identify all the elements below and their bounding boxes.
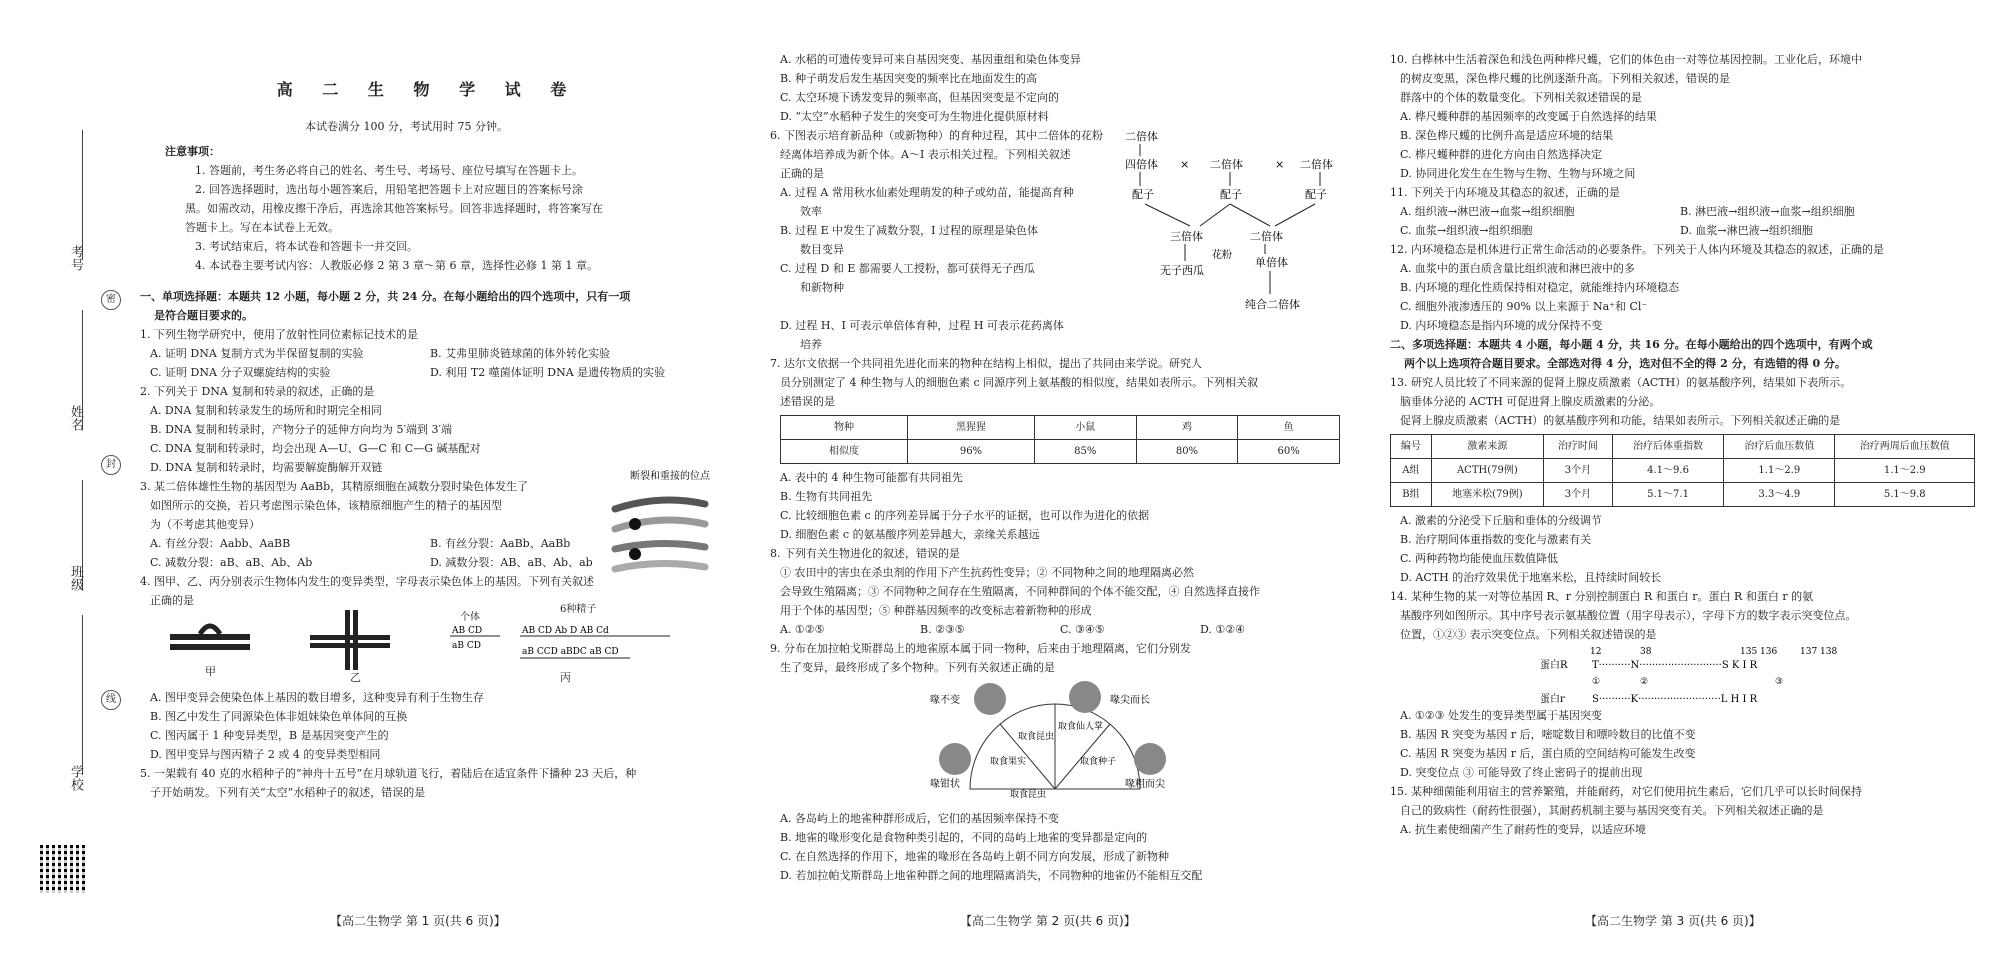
question-11: 11. 下列关于内环境及其稳态的叙述，正确的是 bbox=[1390, 186, 1620, 199]
table-cell: 80% bbox=[1136, 440, 1238, 464]
table-cell: A组 bbox=[1391, 459, 1432, 483]
table-cell: 3.3～4.9 bbox=[1724, 483, 1835, 507]
svg-text:配子: 配子 bbox=[1220, 188, 1242, 201]
option: B. 深色桦尺蠖的比例升高是适应环境的结果 bbox=[1400, 129, 1614, 142]
note-line: 黑。如需改动，用橡皮擦干净后，再选涂其他答案标号。回答非选择题时，将答案写在 bbox=[185, 202, 603, 215]
table-cell: 3个月 bbox=[1543, 483, 1612, 507]
svg-text:四倍体: 四倍体 bbox=[1125, 158, 1158, 171]
table-cell: 1.1～2.9 bbox=[1724, 459, 1835, 483]
divider bbox=[82, 615, 83, 775]
question-7: 7. 达尔文依据一个共同祖先进化而来的物种在结构上相似，提出了共同由来学说。研究人 bbox=[770, 357, 1202, 370]
option: D. 突变位点 ③ 可能导致了终止密码子的提前出现 bbox=[1400, 766, 1643, 779]
class-label: 班级 bbox=[68, 565, 83, 591]
variation-figures bbox=[140, 604, 715, 688]
table-header: 治疗后体重指数 bbox=[1612, 435, 1723, 459]
option: A. 图甲变异会使染色体上基因的数目增多，这种变异有利于生物生存 bbox=[150, 691, 484, 704]
figure-jia bbox=[170, 620, 250, 660]
svg-text:喙粗而尖: 喙粗而尖 bbox=[1125, 779, 1165, 790]
svg-text:取食仙人掌: 取食仙人掌 bbox=[1058, 722, 1104, 732]
note-line: 3. 考试结束后，将本试卷和答题卡一并交回。 bbox=[195, 240, 418, 253]
option: B. 基因 R 突变为基因 r 后，嘧啶数目和嘌呤数目的比值不变 bbox=[1400, 728, 1696, 741]
table-cell: 1.1～2.9 bbox=[1835, 459, 1975, 483]
svg-text:取食昆虫: 取食昆虫 bbox=[1018, 732, 1055, 742]
page-1: 高 二 生 物 学 试 卷 本试卷满分 100 分，考试用时 75 分钟。 注意事项： 1. 答题前，考生务必将自己的姓名、考生号、考场号、座位号填写在答题卡上。 2. 回答选择题时，选出每小题答案后，用铅笔把答题卡上对应题目的答案标号涂 黑。如需改动，用橡皮擦干净后，再选涂其他答案标号。回答非选择题时，将答案写在 答题卡上。写在本试卷上无效。 3. 考试结束后，将本试卷和答题卡一并交回。 4. 本试卷主要考试内容：人教版必修 2 第 3 章～第 6 章，选择性必修 1 第 1 章。 一、单项选择题：本题共 12 小题，每小题 2 分，共 24 分。在每小题给出的四个选项中，只有一项 是符合题目要求的。 1. 下列生物学研究中，使用了放射性同位素标记技术的是 A. 证明 DNA 复制方式为半保留复制的实验 B. 艾弗里肺炎链球菌的体外转化实验 C. 证明 DNA 分子双螺旋结构的实验 D. 利用 T2 噬菌体证明 DNA 是遗传物质的实验 2. 下列关于 DNA 复制和转录的叙述，正确的是 A. DNA 复制和转录发生的场所和时期完全相同 B. DNA 复制和转录时，产物分子的延伸方向均为 5′端到 3′端 C. DNA 复制和转录时，均会出现 A—U、G—C 和 C—G 碱基配对 D. DNA 复制和转录时，均需要解旋酶解开双链 3. 某二倍体雄性生物的基因型为 AaBb，其精原细胞在减数分裂时染色体发生了 如图所示的交换，若只考虑图示染色体，该精原细胞产生的精子的基因型 为（不考虑其他变异） 断裂和重接的位点 A. 有丝分裂：Aabb、AaBB B. 有丝分裂：AaBb、AaBb C. 减数分裂：aB、aB、Ab、Ab D. 减数分裂：AB、aB、Ab、ab 4. 图甲、乙、丙分别表示生物体内发生的变异类型，字母表示染色体上的基因。下列有关叙述 正确的是 甲 乙 个体 6种精子 AB CD aB CD AB CD Ab D AB Cd aB CCD aBDC aB CD 丙 A. 图甲变异会使染色体上基因的数目增多，这种变异有利于生物生存 B. 图乙中发生了同源染色体非姐妹染色单体间的互换 C. 图丙属于 1 种变异类型，B 是基因突变产生的 D. 图甲变异与图丙精子 2 或 4 的变异类型相同 5. 一架载有 40 克的水稻种子的“神舟十五号”在月球轨道飞行，着陆后在适宜条件下播种 23 天后，种 子开始萌发。下列有关“太空”水稻种子的叙述，错误的是 bbox=[140, 50, 715, 802]
similarity-table bbox=[780, 415, 1340, 464]
section-heading: 一、单项选择题：本题共 12 小题，每小题 2 分，共 24 分。在每小题给出的四个选项中，只有一项 bbox=[140, 290, 631, 303]
svg-text:×: × bbox=[1275, 158, 1285, 171]
question-8: 8. 下列有关生物进化的叙述，错误的是 bbox=[770, 547, 960, 560]
page-2: A. 水稻的可遗传变异可来自基因突变、基因重组和染色体变异 B. 种子萌发后发生基因突变的频率比在地面发生的高 C. 太空环境下诱发变异的频率高，但基因突变是不定向的 D. “太空”水稻种子发生的突变可为生物进化提供原材料 6. 下图表示培育新品种（或新物种）的育种过程，其中二倍体的花粉 经离体培养成为新个体。A～I 表示相关过程。下列相关叙述 正确的是 A. 过程 A 常用秋水仙素处理萌发的种子或幼苗，能提高育种 效率 B. 过程 E 中发生了减数分裂，I 过程的原理是染色体 数目变异 C. 过程 D 和 E 都需要人工授粉，都可获得无子西瓜 和新物种 二倍体 四倍体 配子 二倍体 配子 二倍体 配子 × × 三倍体 二倍体 无子西瓜 花粉 单倍体 纯合二倍体 D. 过程 H、I 可表示单倍体育种，过程 H 可表示花药离体 培养 7. 达尔文依据一个共同祖先进化而来的物种在结构上相似，提出了共同由来学说。研究人 员分别测定了 4 种生物与人的细胞色素 c 同源序列上氨基酸的相似度，结果如表所示。下列相关叙 述错误的是 物种 黑猩猩 小鼠 鸡 鱼 相似度 96% 85% 80% 60% A. 表中的 4 种生物可能都有共同祖先 B. 生物有共同祖先 C. 比较细胞色素 c 的序列差异属于分子水平的证据，也可以作为进化的依据 D. 细胞色素 c 的氨基酸序列差异越大，亲缘关系越远 8. 下列有关生物进化的叙述，错误的是 ① 农田中的害虫在杀虫剂的作用下产生抗药性变异；② 不同物种之间的地理隔离必然 会导致生殖隔离；③ 不同物种之间存在生殖隔离，不同种群间的个体不能交配，④ 自然选择直接作 用于个体的基因型；⑤ 种群基因频率的改变标志着新物种的形成 A. ①②⑤ B. ②③⑤ C. ③④⑤ D. ①②④ 9. 分布在加拉帕戈斯群岛上的地雀原本属于同一物种，后来由于地理隔离，它们分别发 生了变异，最终形成了多个物种。下列有关叙述正确的是 喙不变 喙尖而长 喙钳状 喙粗而尖 取食昆虫 取食仙人掌 取食果实 取食种子 取食昆虫 A. 各岛屿上的地雀种群形成后，它们的基因频率保持不变 B. 地雀的喙形变化是食物种类引起的，不同的岛屿上地雀的变异都是定向的 C. 在自然选择的作用下，地雀的喙形在各岛屿上朝不同方向发展，形成了新物种 D. 若加拉帕戈斯群岛上地雀种群之间的地理隔离消失，不同物种的地雀仍不能相互交配 bbox=[770, 50, 1350, 885]
intro: 本试卷满分 100 分，考试用时 75 分钟。 bbox=[305, 120, 508, 133]
svg-text:AB CD Ab D AB Cd: AB CD Ab D AB Cd bbox=[522, 626, 609, 636]
option: D. ACTH 的治疗效果优于地塞米松，且持续时间较长 bbox=[1400, 571, 1662, 584]
svg-text:38: 38 bbox=[1640, 647, 1652, 657]
svg-text:花粉: 花粉 bbox=[1212, 250, 1232, 261]
option: B. 过程 E 中发生了减数分裂，I 过程的原理是染色体 bbox=[780, 224, 1038, 237]
svg-text:蛋白R: 蛋白R bbox=[1540, 660, 1568, 671]
option: A. 过程 A 常用秋水仙素处理萌发的种子或幼苗，能提高育种 bbox=[780, 186, 1074, 199]
notes-heading: 注意事项： bbox=[165, 145, 220, 158]
svg-text:135 136: 135 136 bbox=[1740, 647, 1778, 657]
acth-table bbox=[1390, 434, 1975, 507]
option: B. 图乙中发生了同源染色体非姐妹染色单体间的互换 bbox=[150, 710, 408, 723]
svg-text:取食种子: 取食种子 bbox=[1080, 757, 1117, 767]
option: A. 各岛屿上的地雀种群形成后，它们的基因频率保持不变 bbox=[780, 812, 1059, 825]
option: D. ①②④ bbox=[1200, 623, 1246, 636]
svg-text:喙不变: 喙不变 bbox=[930, 695, 960, 706]
binding-strip bbox=[0, 0, 135, 964]
question-1: 1. 下列生物学研究中，使用了放射性同位素标记技术的是 bbox=[140, 328, 418, 341]
svg-text:取食昆虫: 取食昆虫 bbox=[1010, 790, 1047, 799]
svg-text:蛋白r: 蛋白r bbox=[1540, 694, 1565, 705]
breeding-diagram bbox=[1120, 126, 1350, 316]
option: C. 证明 DNA 分子双螺旋结构的实验 bbox=[150, 366, 331, 379]
table-header: 编号 bbox=[1391, 435, 1432, 459]
table-header: 黑猩猩 bbox=[907, 416, 1034, 440]
figure-label: 丙 bbox=[560, 671, 571, 684]
note-line: 1. 答题前，考生务必将自己的姓名、考生号、考场号、座位号填写在答题卡上。 bbox=[195, 164, 583, 177]
option: A. 血浆中的蛋白质含量比组织液和淋巴液中的多 bbox=[1400, 262, 1635, 275]
option: B. 内环境的理化性质保持相对稳定，就能维持内环境稳态 bbox=[1400, 281, 1680, 294]
option: A. 有丝分裂：Aabb、AaBB bbox=[150, 537, 291, 550]
table-header: 激素来源 bbox=[1431, 435, 1543, 459]
svg-text:配子: 配子 bbox=[1305, 188, 1327, 201]
table-cell: 96% bbox=[907, 440, 1034, 464]
option: C. 两种药物均能使血压数值降低 bbox=[1400, 552, 1559, 565]
svg-text:aB CCD aBDC aB CD: aB CCD aBDC aB CD bbox=[522, 647, 619, 657]
divider bbox=[82, 130, 83, 260]
table-cell: B组 bbox=[1391, 483, 1432, 507]
option: B. DNA 复制和转录时，产物分子的延伸方向均为 5′端到 3′端 bbox=[150, 423, 452, 436]
option: C. 桦尺蠖种群的进化方向由自然选择决定 bbox=[1400, 148, 1603, 161]
section-heading: 两个以上选项符合题目要求。全部选对得 4 分，选对但不全的得 2 分，有选错的得 0 分。 bbox=[1404, 357, 1846, 370]
svg-text:T··········N··················: T··········N··························S K I R bbox=[1592, 660, 1758, 671]
name-label: 姓名 bbox=[68, 405, 83, 431]
svg-text:无子西瓜: 无子西瓜 bbox=[1160, 264, 1204, 277]
option: D. 过程 H、I 可表示单倍体育种，过程 H 可表示花药离体 bbox=[780, 319, 1064, 332]
section-heading: 二、多项选择题：本题共 4 小题，每小题 4 分，共 16 分。在每小题给出的四个选项中，有两个或 bbox=[1390, 338, 1873, 351]
table-header: 鱼 bbox=[1238, 416, 1340, 440]
svg-text:12: 12 bbox=[1590, 647, 1602, 657]
table-cell: 4.1～9.6 bbox=[1612, 459, 1723, 483]
section-heading: 是符合题目要求的。 bbox=[154, 309, 253, 322]
option: B. 种子萌发后发生基因突变的频率比在地面发生的高 bbox=[780, 72, 1038, 85]
seal-mark: 线 bbox=[101, 690, 121, 710]
option: B. 生物有共同祖先 bbox=[780, 490, 873, 503]
option: B. 淋巴液→组织液→血浆→组织细胞 bbox=[1680, 205, 1855, 218]
option: C. 过程 D 和 E 都需要人工授粉，都可获得无子西瓜 bbox=[780, 262, 1035, 275]
option: D. 内环境稳态是指内环境的成分保持不变 bbox=[1400, 319, 1603, 332]
option: C. ③④⑤ bbox=[1060, 623, 1105, 636]
school-label: 学校 bbox=[68, 765, 83, 791]
option: A. 激素的分泌受下丘脑和垂体的分级调节 bbox=[1400, 514, 1602, 527]
option: D. DNA 复制和转录时，均需要解旋酶解开双链 bbox=[150, 461, 383, 474]
option: A. ①②⑤ bbox=[780, 623, 825, 636]
question-13: 13. 研究人员比较了不同来源的促肾上腺皮质激素（ACTH）的氨基酸序列，结果如下表所示。 bbox=[1390, 376, 1852, 389]
option: D. 利用 T2 噬菌体证明 DNA 是遗传物质的实验 bbox=[430, 366, 666, 379]
svg-text:二倍体: 二倍体 bbox=[1210, 158, 1243, 171]
figure-label: 乙 bbox=[350, 671, 361, 684]
option: C. DNA 复制和转录时，均会出现 A—U、G—C 和 C—G 碱基配对 bbox=[150, 442, 481, 455]
option: B. 有丝分裂：AaBb、AaBb bbox=[430, 537, 571, 550]
svg-text:单倍体: 单倍体 bbox=[1255, 256, 1288, 269]
option: D. “太空”水稻种子发生的突变可为生物进化提供原材料 bbox=[780, 110, 1049, 123]
option: B. 治疗期间体重指数的变化与激素有关 bbox=[1400, 533, 1592, 546]
svg-text:137 138: 137 138 bbox=[1800, 647, 1838, 657]
svg-text:aB CD: aB CD bbox=[452, 641, 481, 651]
option: A. 证明 DNA 复制方式为半保留复制的实验 bbox=[150, 347, 364, 360]
question-2: 2. 下列关于 DNA 复制和转录的叙述，正确的是 bbox=[140, 385, 375, 398]
table-header: 治疗后血压数值 bbox=[1724, 435, 1835, 459]
svg-text:三倍体: 三倍体 bbox=[1170, 230, 1203, 243]
table-header: 小鼠 bbox=[1034, 416, 1136, 440]
note-line: 2. 回答选择题时，选出每小题答案后，用铅笔把答题卡上对应题目的答案标号涂 bbox=[195, 183, 583, 196]
page-title: 高 二 生 物 学 试 卷 bbox=[276, 80, 579, 99]
table-cell: ACTH(79例) bbox=[1431, 459, 1543, 483]
option: C. 减数分裂：aB、aB、Ab、Ab bbox=[150, 556, 313, 569]
svg-text:二倍体: 二倍体 bbox=[1250, 230, 1283, 243]
seal-mark: 封 bbox=[101, 455, 121, 475]
table-cell: 3个月 bbox=[1543, 459, 1612, 483]
svg-text:AB CD: AB CD bbox=[452, 626, 483, 636]
option: B. 艾弗里肺炎链球菌的体外转化实验 bbox=[430, 347, 611, 360]
option: A. 桦尺蠖种群的基因频率的改变属于自然选择的结果 bbox=[1400, 110, 1657, 123]
table-header: 物种 bbox=[781, 416, 908, 440]
option: C. 比较细胞色素 c 的序列差异属于分子水平的证据，也可以作为进化的依据 bbox=[780, 509, 1150, 522]
table-cell: 相似度 bbox=[781, 440, 908, 464]
question-5: 5. 一架载有 40 克的水稻种子的“神舟十五号”在月球轨道飞行，着陆后在适宜条件下播种 23 天后，种 bbox=[140, 767, 637, 780]
option: A. 组织液→淋巴液→血浆→组织细胞 bbox=[1400, 205, 1575, 218]
page-footer: 【高二生物学 第 3 页(共 6 页)】 bbox=[1585, 914, 1761, 928]
figure-caption: 断裂和重接的位点 bbox=[630, 471, 710, 482]
svg-text:取食果实: 取食果实 bbox=[990, 757, 1027, 767]
option: A. 抗生素使细菌产生了耐药性的变异，以适应环境 bbox=[1400, 823, 1646, 836]
table-cell: 85% bbox=[1034, 440, 1136, 464]
svg-text:二倍体: 二倍体 bbox=[1300, 158, 1333, 171]
protein-sequence-figure bbox=[1500, 644, 1860, 706]
svg-text:纯合二倍体: 纯合二倍体 bbox=[1245, 298, 1300, 311]
finch-diagram bbox=[930, 679, 1180, 799]
option: A. ①②③ 处发生的变异类型属于基因突变 bbox=[1400, 709, 1603, 722]
option: B. ②③⑤ bbox=[920, 623, 965, 636]
figure-bing bbox=[450, 624, 680, 664]
option: D. 若加拉帕戈斯群岛上地雀种群之间的地理隔离消失，不同物种的地雀仍不能相互交配 bbox=[780, 869, 1203, 882]
option: B. 地雀的喙形变化是食物种类引起的，不同的岛屿上地雀的变异都是定向的 bbox=[780, 831, 1148, 844]
option: D. 协同进化发生在生物与生物、生物与环境之间 bbox=[1400, 167, 1636, 180]
svg-text:二倍体: 二倍体 bbox=[1125, 130, 1158, 143]
question-3: 3. 某二倍体雄性生物的基因型为 AaBb，其精原细胞在减数分裂时染色体发生了 bbox=[140, 480, 529, 493]
svg-text:①: ① bbox=[1592, 677, 1601, 687]
table-header: 鸡 bbox=[1136, 416, 1238, 440]
option: C. 在自然选择的作用下，地雀的喙形在各岛屿上朝不同方向发展，形成了新物种 bbox=[780, 850, 1170, 863]
page-3: 10. 白桦林中生活着深色和浅色两种桦尺蠖，它们的体色由一对等位基因控制。工业化后，环境中 的树皮变黑，深色桦尺蠖的比例逐渐升高。下列相关叙述，错误的是 群落中的个体的数量变化。下列相关叙述错误的是 A. 桦尺蠖种群的基因频率的改变属于自然选择的结果 B. 深色桦尺蠖的比例升高是适应环境的结果 C. 桦尺蠖种群的进化方向由自然选择决定 D. 协同进化发生在生物与生物、生物与环境之间 11. 下列关于内环境及其稳态的叙述，正确的是 A. 组织液→淋巴液→血浆→组织细胞 B. 淋巴液→组织液→血浆→组织细胞 C. 血浆→组织液→组织细胞 D. 血浆→淋巴液→组织细胞 12. 内环境稳态是机体进行正常生命活动的必要条件。下列关于人体内环境及其稳态的叙述，正确的是 A. 血浆中的蛋白质含量比组织液和淋巴液中的多 B. 内环境的理化性质保持相对稳定，就能维持内环境稳态 C. 细胞外液渗透压的 90% 以上来源于 Na⁺和 Cl⁻ D. 内环境稳态是指内环境的成分保持不变 二、多项选择题：本题共 4 小题，每小题 4 分，共 16 分。在每小题给出的四个选项中，有两个或 两个以上选项符合题目要求。全部选对得 4 分，选对但不全的得 2 分，有选错的得 0 分。 13. 研究人员比较了不同来源的促肾上腺皮质激素（ACTH）的氨基酸序列，结果如下表所示。 脑垂体分泌的 ACTH 可促进肾上腺皮质激素的分泌。 促肾上腺皮质激素（ACTH）的氨基酸序列和功能，结果如表所示。下列相关叙述正确的是 编号 激素来源 治疗时间 治疗后体重指数 治疗后血压数值 治疗两周后血压数值 A组 ACTH(79例) 3个月 4.1～9.6 1.1～2.9 1.1～2.9 B组 地塞米松(79例) 3个月 5.1～7.1 3.3～4.9 5.1～9.8 A. 激素的分泌受下丘脑和垂体的分级调节 B. 治疗期间体重指数的变化与激素有关 C. 两种药物均能使血压数值降低 D. ACTH 的治疗效果优于地塞米松，且持续时间较长 14. 某种生物的某一对等位基因 R、r 分别控制蛋白 R 和蛋白 r。蛋白 R 和蛋白 r 的氨 基酸序列如图所示。其中序号表示氨基酸位置（用字母表示），字母下方的数字表示突变位点。 位置，①②③ 表示突变位点。下列相关叙述错误的是 12 38 135 136 137 138 蛋白R T··········N··························S K I R ① ② ③ 蛋白r S··········K··························L H I R A. ①②③ 处发生的变异类型属于基因突变 B. 基因 R 突变为基因 r 后，嘧啶数目和嘌呤数目的比值不变 C. 基因 R 突变为基因 r 后，蛋白质的空间结构可能发生改变 D. 突变位点 ③ 可能导致了终止密码子的提前出现 15. 某种细菌能利用宿主的营养繁殖，并能耐药，对它们使用抗生素后，它们几乎可以长时间保持 自己的致病性（耐药性很强），其耐药机制主要与基因突变有关。下列相关叙述正确的是 A. 抗生素使细菌产生了耐药性的变异，以适应环境 bbox=[1390, 50, 1980, 839]
question-12: 12. 内环境稳态是机体进行正常生命活动的必要条件。下列关于人体内环境及其稳态的叙述，正确的是 bbox=[1390, 243, 1884, 256]
note-line: 答题卡上。写在本试卷上无效。 bbox=[185, 221, 339, 234]
table-cell: 地塞米松(79例) bbox=[1431, 483, 1543, 507]
figure-label: 个体 bbox=[460, 612, 480, 623]
svg-text:配子: 配子 bbox=[1132, 188, 1154, 201]
question-10: 10. 白桦林中生活着深色和浅色两种桦尺蠖，它们的体色由一对等位基因控制。工业化后，环境中 bbox=[1390, 53, 1862, 66]
figure-label: 6种精子 bbox=[560, 604, 597, 615]
svg-text:喙尖而长: 喙尖而长 bbox=[1110, 695, 1150, 706]
note-line: 4. 本试卷主要考试内容：人教版必修 2 第 3 章～第 6 章，选择性必修 1 第 1 章。 bbox=[195, 259, 598, 272]
table-cell: 5.1～7.1 bbox=[1612, 483, 1723, 507]
svg-text:喙钳状: 喙钳状 bbox=[930, 779, 960, 790]
question-6: 6. 下图表示培育新品种（或新物种）的育种过程，其中二倍体的花粉 bbox=[770, 129, 1103, 142]
exam-number-label: 考号 bbox=[68, 245, 83, 271]
chromosome-crossover-figure bbox=[610, 469, 715, 574]
option: D. 减数分裂：AB、aB、Ab、ab bbox=[430, 556, 593, 569]
option: D. 图甲变异与图丙精子 2 或 4 的变异类型相同 bbox=[150, 748, 381, 761]
svg-text:×: × bbox=[1180, 158, 1190, 171]
option: C. 基因 R 突变为基因 r 后，蛋白质的空间结构可能发生改变 bbox=[1400, 747, 1696, 760]
question-4: 4. 图甲、乙、丙分别表示生物体内发生的变异类型，字母表示染色体上的基因。下列有关叙述 bbox=[140, 575, 594, 588]
option: A. 表中的 4 种生物可能都有共同祖先 bbox=[780, 471, 963, 484]
svg-text:②: ② bbox=[1640, 677, 1649, 687]
option: C. 血浆→组织液→组织细胞 bbox=[1400, 224, 1533, 237]
question-14: 14. 某种生物的某一对等位基因 R、r 分别控制蛋白 R 和蛋白 r。蛋白 R 和蛋白 r 的氨 bbox=[1390, 590, 1814, 603]
option: C. 图丙属于 1 种变异类型，B 是基因突变产生的 bbox=[150, 729, 389, 742]
page-footer: 【高二生物学 第 1 页(共 6 页)】 bbox=[330, 914, 506, 928]
figure-yi bbox=[310, 610, 390, 670]
option: A. DNA 复制和转录发生的场所和时期完全相同 bbox=[150, 404, 382, 417]
table-header: 治疗时间 bbox=[1543, 435, 1612, 459]
option: D. 细胞色素 c 的氨基酸序列差异越大，亲缘关系越远 bbox=[780, 528, 1040, 541]
option: D. 血浆→淋巴液→组织细胞 bbox=[1680, 224, 1813, 237]
option: C. 太空环境下诱发变异的频率高，但基因突变是不定向的 bbox=[780, 91, 1060, 104]
figure-label: 甲 bbox=[205, 665, 216, 678]
option: C. 细胞外液渗透压的 90% 以上来源于 Na⁺和 Cl⁻ bbox=[1400, 300, 1648, 313]
table-header: 治疗两周后血压数值 bbox=[1835, 435, 1975, 459]
table-cell: 60% bbox=[1238, 440, 1340, 464]
seal-mark: 密 bbox=[101, 290, 121, 310]
option: A. 水稻的可遗传变异可来自基因突变、基因重组和染色体变异 bbox=[780, 53, 1081, 66]
svg-text:③: ③ bbox=[1775, 677, 1784, 687]
question-15: 15. 某种细菌能利用宿主的营养繁殖，并能耐药，对它们使用抗生素后，它们几乎可以长时间保持 bbox=[1390, 785, 1862, 798]
table-cell: 5.1～9.8 bbox=[1835, 483, 1975, 507]
page-footer: 【高二生物学 第 2 页(共 6 页)】 bbox=[960, 914, 1136, 928]
svg-text:S··········K··················: S··········K··························L H I R bbox=[1592, 694, 1758, 705]
question-9: 9. 分布在加拉帕戈斯群岛上的地雀原本属于同一物种，后来由于地理隔离，它们分别发 bbox=[770, 642, 1191, 655]
